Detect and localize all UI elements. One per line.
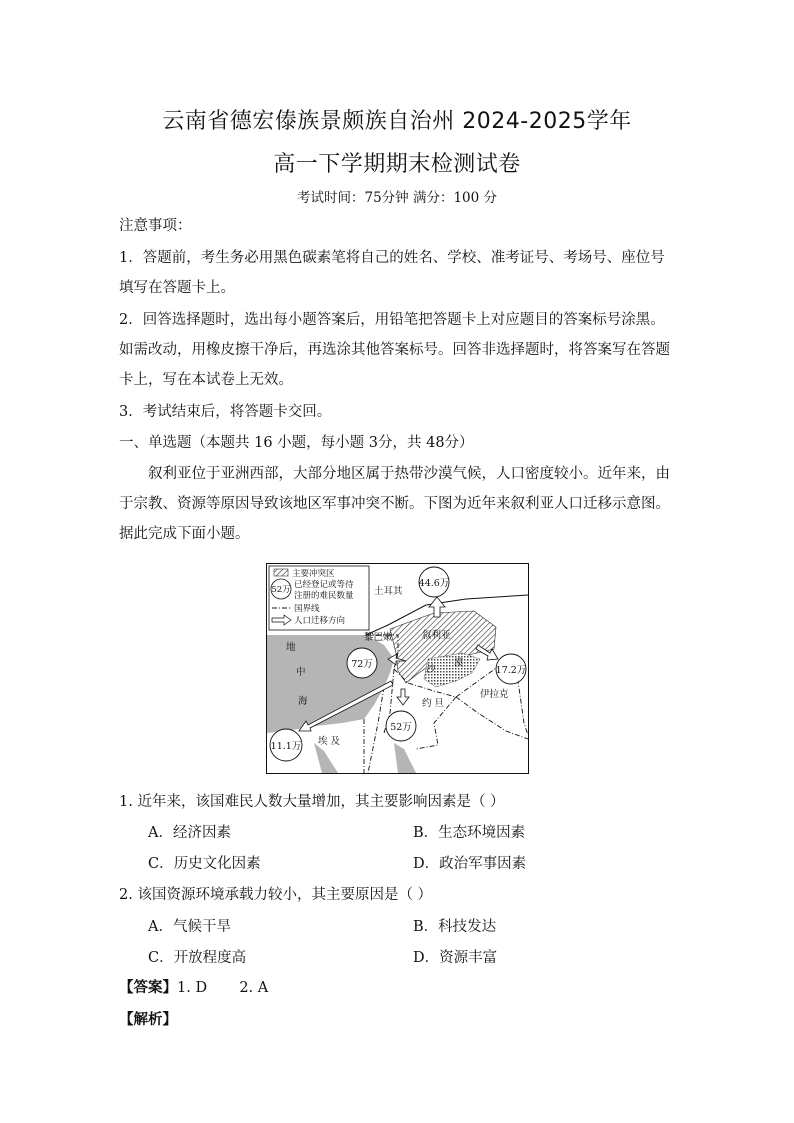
legend-border-label: 国界线 (294, 604, 320, 614)
question-2-option-a: A．气候干旱 (148, 919, 231, 935)
section-heading: 一、单选题（本题共 16 小题，每小题 3分，共 48分） (119, 435, 474, 451)
refugees-iraq: 17.2万 (495, 665, 527, 676)
answer-label: 【答案】 (119, 979, 177, 996)
exam-title-line1: 云南省德宏傣族景颇族自治州 2024-2025学年 (162, 109, 632, 134)
label-desert-1: 沙 (426, 664, 436, 675)
label-sea-2: 中 (296, 667, 306, 678)
answer-text: 1. D 2. A (177, 980, 269, 996)
question-2-option-c: C．开放程度高 (148, 950, 247, 966)
legend-conflict-swatch (274, 569, 288, 576)
question-1-option-b: B．生态环境因素 (413, 825, 526, 841)
passage: 叙利亚位于亚洲西部，大部分地区属于热带沙漠气候，人口密度较小。近年来，由于宗教、资源等原因导致该地区军事冲突不断。下图为近年来叙利亚人口迁移示意图。据此完成下面小题。 (119, 466, 670, 542)
legend-refugee-label-1: 已经登记或等待 (294, 580, 354, 590)
analysis-label: 【解析】 (119, 1011, 177, 1028)
note-item-2: 2．回答选择题时，选出每小题答案后，用铅笔把答题卡上对应题目的答案标号涂黑。如需改动，用橡皮擦干净后，再选涂其他答案标号。回答非选择题时，将答案写在答题卡上，写在本试卷上无效。 (119, 312, 670, 388)
label-turkey: 土耳其 (374, 586, 403, 597)
question-2-option-b: B．科技发达 (413, 919, 497, 935)
note-item-3: 3．考试结束后，将答题卡交回。 (119, 404, 332, 420)
legend-refugee-sample: 52万 (271, 585, 291, 595)
label-jordan: 约 旦 (422, 698, 445, 709)
label-sea-3: 海 (298, 696, 308, 707)
legend-refugee-label-2: 注册的难民数量 (294, 591, 354, 601)
label-lebanon: 黎巴嫩 (364, 632, 393, 643)
refugees-egypt: 11.1万 (270, 741, 302, 752)
legend-migration-label: 人口迁移方向 (294, 616, 346, 626)
refugees-jordan: 52万 (390, 722, 412, 733)
question-1-stem: 1. 近年来，该国难民人数大量增加，其主要影响因素是（ ） (119, 794, 505, 810)
syria-migration-map (266, 563, 529, 774)
refugees-turkey: 44.6万 (418, 578, 450, 589)
question-1-option-d: D．政治军事因素 (413, 856, 527, 872)
question-2-option-d: D．资源丰富 (413, 950, 498, 966)
label-desert-2: 漠 (454, 658, 464, 669)
answer-line (119, 976, 268, 997)
notes-heading: 注意事项： (119, 218, 192, 234)
label-iraq: 伊拉克 (480, 689, 509, 700)
question-2-stem: 2. 该国资源环境承载力较小，其主要原因是（ ） (119, 887, 433, 903)
exam-info: 考试时间：75分钟 满分：100 分 (296, 190, 498, 206)
legend-conflict-label: 主要冲突区 (292, 569, 335, 579)
note-item-1: 1．答题前，考生务必用黑色碳素笔将自己的姓名、学校、准考证号、考场号、座位号填写在答题卡上。 (119, 250, 665, 296)
label-syria: 叙利亚 (422, 630, 451, 641)
legend (269, 566, 369, 630)
label-egypt: 埃 及 (318, 736, 341, 747)
label-sea-1: 地 (286, 642, 296, 653)
question-1-option-c: C．历史文化因素 (148, 856, 261, 872)
question-1-option-a: A．经济因素 (148, 825, 231, 841)
exam-title-line2: 高一下学期期末检测试卷 (273, 152, 521, 177)
refugees-lebanon: 72万 (351, 659, 373, 670)
